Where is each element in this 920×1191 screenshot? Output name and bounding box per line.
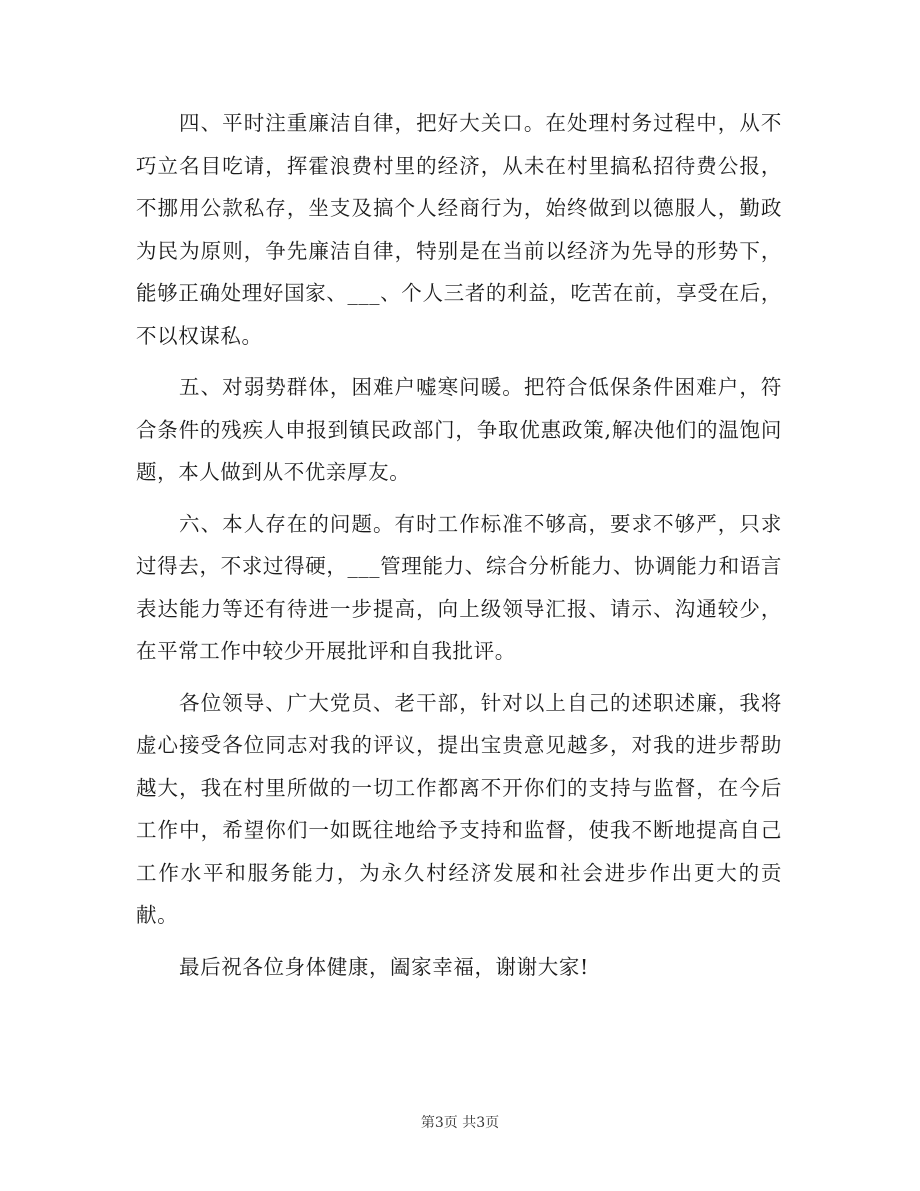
paragraph-integrity: 四、平时注重廉洁自律，把好大关口。在处理村务过程中，从不巧立名目吃请，挥霍浪费村里的经济，从未在村里搞私招待费公报，不挪用公款私存，坐支及搞个人经商行为，始终做到以德服人，勤政为民为原则，争先廉洁自律，特别是在当前以经济为先导的形势下，能够正确处理好国家、___、个人三者的利益，吃苦在前，享受在后，不以权谋私。 — [136, 111, 782, 348]
paragraph-vulnerable-groups: 五、对弱势群体，困难户嘘寒问暖。把符合低保条件困难户，符合条件的残疾人申报到镇民政部门，争取优惠政策,解决他们的温饱问题，本人做到从不优亲厚友。 — [136, 375, 782, 484]
paragraph-existing-problems: 六、本人存在的问题。有时工作标准不够高，要求不够严，只求过得去，不求过得硬，___管理能力、综合分析能力、协调能力和语言表达能力等还有待进一步提高，向上级领导汇报、请示、沟通较少，在平常工作中较少开展批评和自我批评。 — [136, 511, 782, 663]
document-body — [136, 102, 782, 988]
paragraph-closing-remarks: 各位领导、广大党员、老干部，针对以上自己的述职述廉，我将虚心接受各位同志对我的评议，提出宝贵意见越多，对我的进步帮助越大，我在村里所做的一切工作都离不开你们的支持与监督，在今后工作中，希望你们一如既往地给予支持和监督，使我不断地提高自己工作水平和服务能力，为永久村经济发展和社会进步作出更大的贡献。 — [136, 690, 782, 927]
paragraph-final-wishes: 最后祝各位身体健康，阖家幸福，谢谢大家! — [179, 954, 589, 979]
page-number: 第3页 共3页 — [420, 1115, 500, 1131]
